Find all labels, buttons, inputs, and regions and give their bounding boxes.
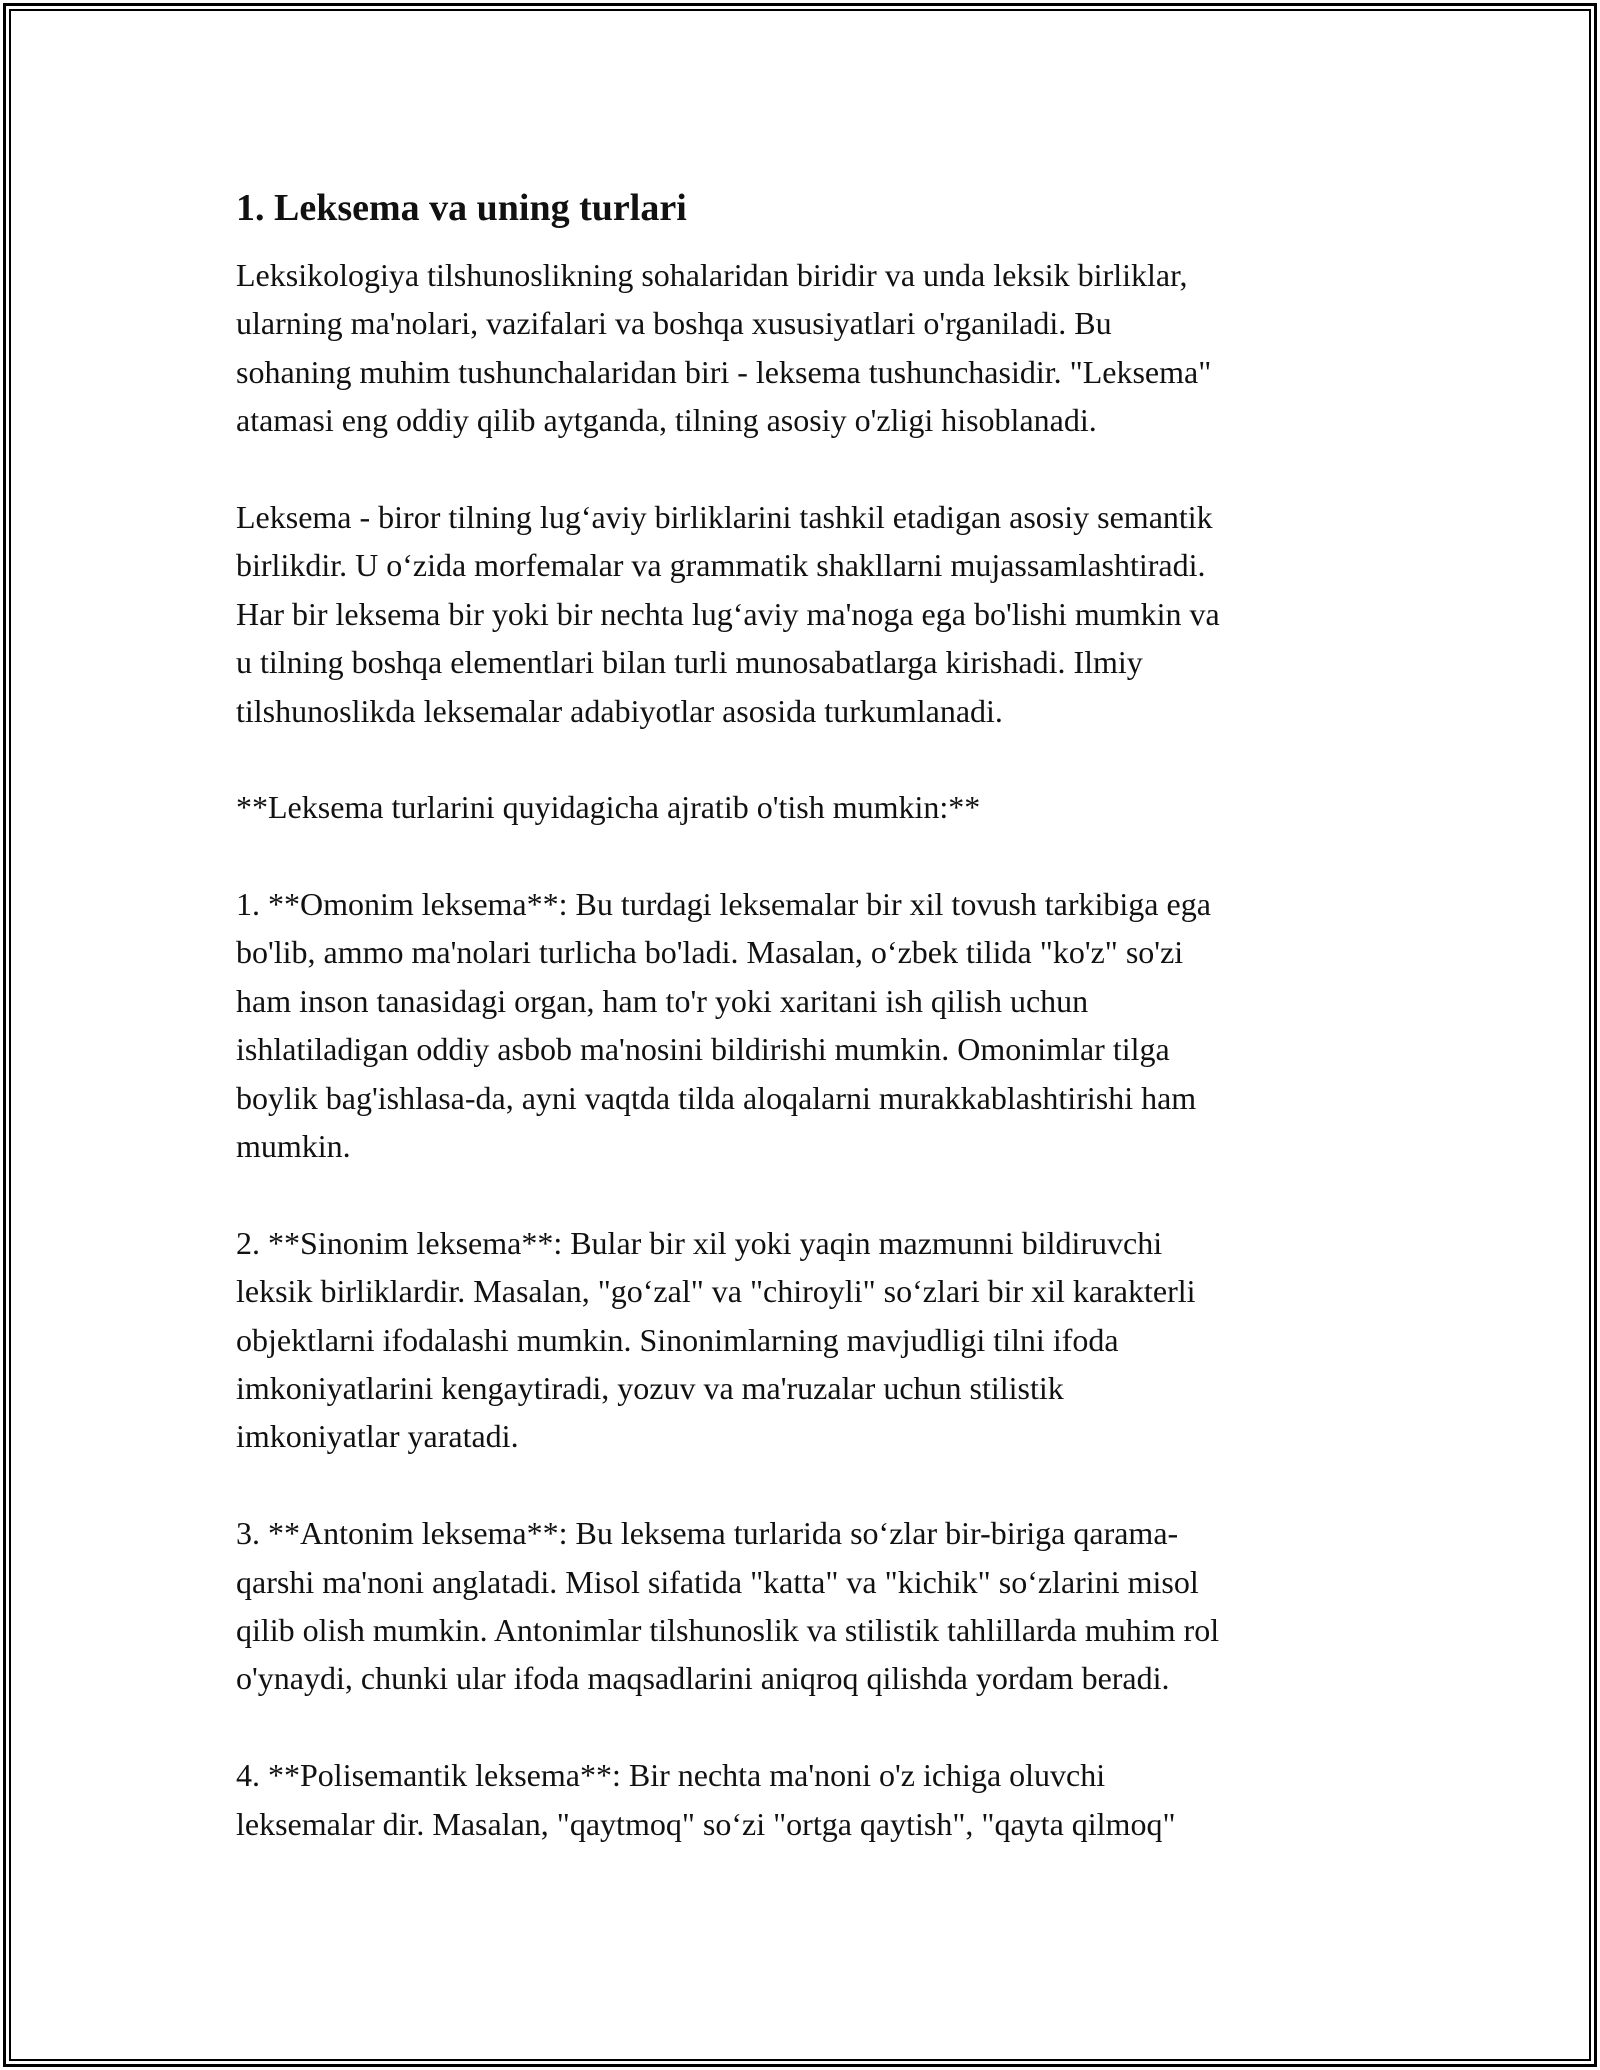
section-heading: 1. Leksema va uning turlari [236,187,687,229]
paragraph-spacer [236,1703,1371,1751]
paragraph-intro [236,251,1371,445]
text-line: ularning ma'nolari, vazifalari va boshqa xususiyatlari o'rganiladi. Bu [236,305,1112,342]
paragraph-spacer [236,445,1371,493]
text-line: atamasi eng oddiy qilib aytganda, tilning asosiy o'zligi hisoblanadi. [236,402,1097,439]
text-line: imkoniyatlarini kengaytiradi, yozuv va ma'ruzalar uchun stilistik [236,1369,1064,1406]
paragraph-types-intro [236,783,1371,831]
text-line: sohaning muhim tushunchalaridan biri - leksema tushunchasidir. "Leksema" [236,353,1212,390]
paragraph-spacer [236,735,1371,783]
text-line: boylik bag'ishlasa-da, ayni vaqtda tilda aloqalarni murakkablashtirishi ham [236,1079,1197,1116]
text-line: imkoniyatlar yaratadi. [236,1418,519,1455]
document-body [236,185,1371,1848]
paragraph-spacer [236,832,1371,880]
text-line: o'ynaydi, chunki ular ifoda maqsadlarini aniqroq qilishda yordam beradi. [236,1660,1170,1697]
text-line: bo'lib, ammo ma'nolari turlicha bo'ladi. Masalan, o‘zbek tilida "ko'z" so'zi [236,934,1184,971]
paragraph-spacer [236,1461,1371,1509]
paragraph-homonym [236,880,1371,1170]
paragraph-polysemy [236,1751,1371,1848]
text-line: birlikdir. U o‘zida morfemalar va grammatik shakllarni mujassamlashtiradi. [236,547,1206,584]
text-line: qilib olish mumkin. Antonimlar tilshunoslik va stilistik tahlillarda muhim rol [236,1611,1220,1648]
text-line: leksemalar dir. Masalan, "qaytmoq" so‘zi "ortga qaytish", "qayta qilmoq" [236,1805,1176,1842]
text-line: mumkin. [236,1128,351,1165]
paragraph-antonym [236,1509,1371,1703]
text-line: Leksikologiya tilshunoslikning sohalaridan biridir va unda leksik birliklar, [236,257,1188,293]
text-line: objektlarni ifodalashi mumkin. Sinonimlarning mavjudligi tilni ifoda [236,1321,1119,1358]
paragraph-definition [236,493,1371,735]
text-line: 4. **Polisemantik leksema**: Bir nechta ma'noni o'z ichiga oluvchi [236,1757,1106,1794]
paragraph-synonym [236,1219,1371,1461]
paragraph-spacer [236,1170,1371,1218]
text-line: u tilning boshqa elementlari bilan turli munosabatlarga kirishadi. Ilmiy [236,644,1143,681]
text-line: 1. **Omonim leksema**: Bu turdagi leksemalar bir xil tovush tarkibiga ega [236,886,1211,923]
text-line: 3. **Antonim leksema**: Bu leksema turlarida so‘zlar bir-biriga qarama- [236,1515,1179,1552]
text-line: 2. **Sinonim leksema**: Bular bir xil yoki yaqin mazmunni bildiruvchi [236,1224,1163,1261]
text-line: tilshunoslikda leksemalar adabiyotlar asosida turkumlanadi. [236,692,1003,729]
text-line: Leksema - biror tilning lug‘aviy birliklarini tashkil etadigan asosiy semantik [236,498,1213,535]
text-line: ham inson tanasidagi organ, ham to'r yoki xaritani ish qilish uchun [236,982,1089,1019]
text-line: **Leksema turlarini quyidagicha ajratib o'tish mumkin:** [236,789,981,826]
text-line: Har bir leksema bir yoki bir nechta lug‘aviy ma'noga ega bo'lishi mumkin va [236,595,1220,632]
text-line: ishlatiladigan oddiy asbob ma'nosini bildirishi mumkin. Omonimlar tilga [236,1031,1170,1068]
text-line: leksik birliklardir. Masalan, "go‘zal" va "chiroyli" so‘zlari bir xil karakterli [236,1273,1196,1310]
text-line: qarshi ma'noni anglatadi. Misol sifatida "katta" va "kichik" so‘zlarini misol [236,1563,1199,1600]
